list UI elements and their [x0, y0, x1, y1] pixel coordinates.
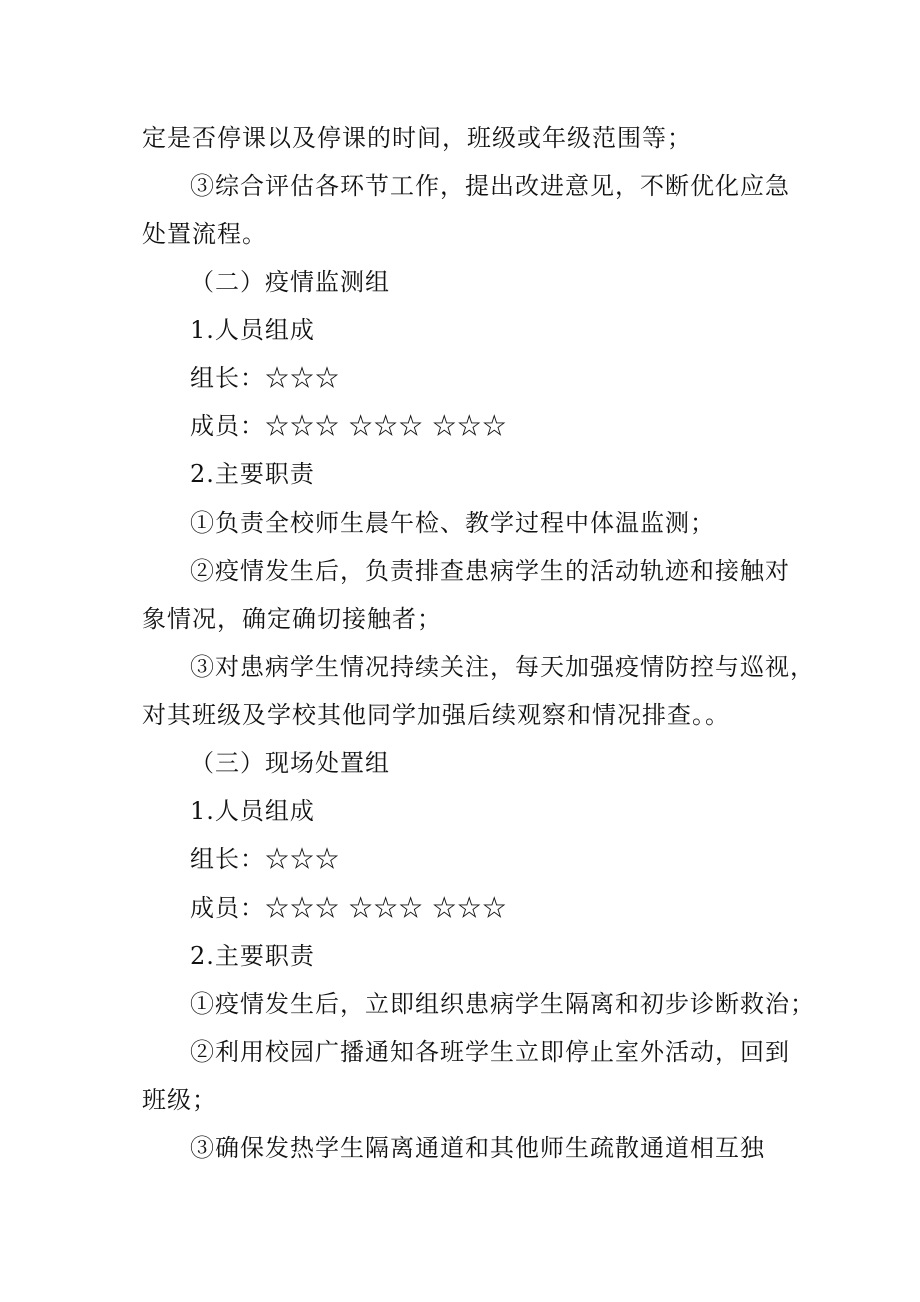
text-line: ②利用校园广播通知各班学生立即停止室外活动，回到	[190, 1038, 790, 1066]
text-line: ①疫情发生后，立即组织患病学生隔离和初步诊断救治；	[190, 990, 815, 1018]
team-members-line: 成员：☆☆☆ ☆☆☆ ☆☆☆	[190, 412, 508, 440]
team-leader-line: 组长：☆☆☆	[190, 845, 340, 873]
text-line: ①负责全校师生晨午检、教学过程中体温监测；	[190, 509, 715, 537]
text-line: 处置流程。	[142, 220, 267, 248]
text-line: 定是否停课以及停课的时间，班级或年级范围等；	[142, 124, 692, 152]
section-heading: （三）现场处置组	[190, 749, 390, 777]
subheading: 1.人员组成	[190, 797, 315, 825]
text-line: 班级；	[142, 1086, 217, 1114]
text-line: 对其班级及学校其他同学加强后续观察和情况排查。。	[142, 701, 730, 729]
text-line: ②疫情发生后，负责排查患病学生的活动轨迹和接触对	[190, 557, 790, 585]
team-members-line: 成员：☆☆☆ ☆☆☆ ☆☆☆	[190, 894, 508, 922]
text-line: ③综合评估各环节工作，提出改进意见，不断优化应急	[190, 172, 790, 200]
text-line: ③对患病学生情况持续关注，每天加强疫情防控与巡视，	[190, 653, 815, 681]
team-leader-line: 组长：☆☆☆	[190, 364, 340, 392]
text-line: ③确保发热学生隔离通道和其他师生疏散通道相互独	[190, 1134, 765, 1162]
section-heading: （二）疫情监测组	[190, 268, 390, 296]
subheading: 1.人员组成	[190, 316, 315, 344]
subheading: 2.主要职责	[190, 460, 315, 488]
text-line: 象情况，确定确切接触者；	[142, 605, 442, 633]
subheading: 2.主要职责	[190, 942, 315, 970]
